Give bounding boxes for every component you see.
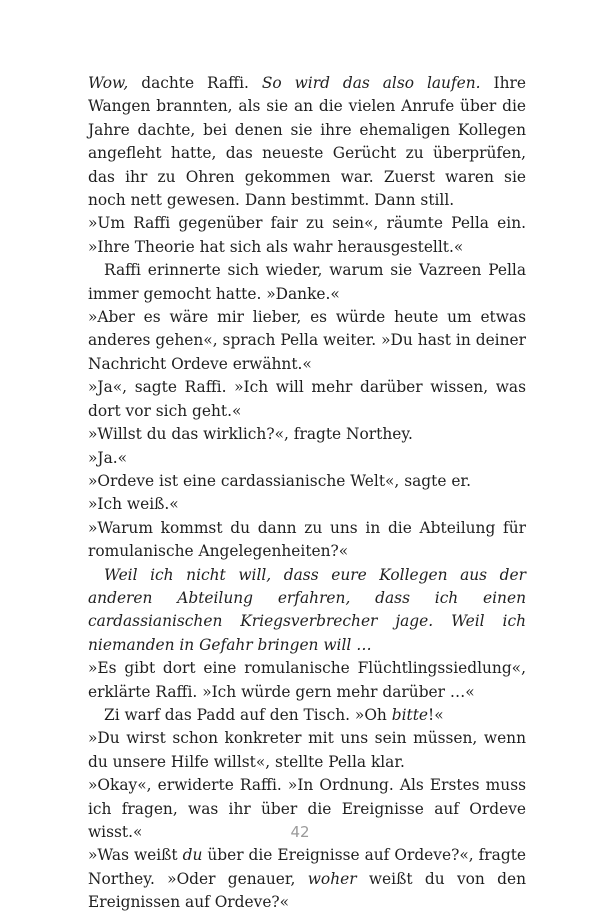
italic-text: bitte (391, 705, 429, 724)
paragraph (88, 493, 526, 516)
text-run: Zi warf das Padd auf den Tisch. »Oh (104, 705, 392, 724)
text-run: »Du wirst schon konkreter mit uns sein müssen, wenn du unsere Hilfe willst«, stellte Pella klar. (88, 729, 526, 771)
paragraph (88, 72, 526, 212)
page-number: 42 (290, 823, 310, 841)
paragraph (88, 727, 526, 774)
text-run: »Was weißt (88, 846, 183, 865)
text-run: dachte Raffi. (128, 74, 262, 92)
text-run: »Aber es wäre mir lieber, es würde heute um etwas anderes gehen«, sprach Pella weiter. »Du hast in deiner Nachricht Ordeve erwähnt.« (88, 308, 526, 373)
paragraph (88, 447, 526, 470)
paragraph (88, 657, 526, 704)
text-run: Ihre Wangen brannten, als sie an die vielen Anrufe über die Jahre dachte, bei denen sie ihre ehemaligen Kollegen angefleht hatte, das neueste Gerücht zu überprüfen, das ihr zu Ohren gekommen war. Zuerst waren sie noch nett gewesen. Dann bestimmt. Dann still. (88, 74, 526, 210)
paragraph (88, 564, 526, 658)
text-run: »Ja.« (88, 448, 128, 467)
paragraph (88, 704, 526, 727)
paragraph (88, 844, 526, 914)
text-run: über die Ereignisse auf Ordeve?«, fragte Northey. »Oder genauer, (88, 846, 526, 888)
text-run: »Es gibt dort eine romulanische Flüchtlingssiedlung«, erklärte Raffi. »Ich würde gern mehr darüber …« (88, 659, 526, 701)
italic-text: woher (307, 869, 357, 888)
text-run: »Okay«, erwiderte Raffi. »In Ordnung. Als Erstes muss ich fragen, was ihr über die Ereignisse auf Ordeve wisst.« (88, 776, 526, 841)
paragraph (88, 376, 526, 423)
paragraph (88, 259, 526, 306)
italic-text: Weil ich nicht will, dass eure Kollegen aus der anderen Abteilung erfahren, dass ich einen cardassianischen Kriegsverbrecher jage. Weil ich niemanden in Gefahr bringen will … (88, 565, 526, 654)
paragraph (88, 517, 526, 564)
text-run: »Warum kommst du dann zu uns in die Abteilung für romulanische Angelegenheiten?« (88, 518, 526, 561)
italic-text: So wird das also laufen. (261, 74, 481, 92)
text-run: Raffi erinnerte sich wieder, warum sie Vazreen Pella immer gemocht hatte. »Danke.« (88, 261, 526, 303)
text-run: »Um Raffi gegenüber fair zu sein«, räumte Pella ein. »Ihre Theorie hat sich als wahr herausgestellt.« (88, 214, 526, 256)
paragraph (88, 306, 526, 376)
text-run: »Ich weiß.« (88, 495, 179, 514)
text-run: »Ja«, sagte Raffi. »Ich will mehr darüber wissen, was dort vor sich geht.« (88, 378, 526, 420)
italic-text: Wow, (88, 74, 129, 92)
italic-text: du (182, 846, 203, 865)
paragraph (88, 423, 526, 446)
text-run: »Ordeve ist eine cardassianische Welt«, sagte er. (88, 471, 471, 490)
text-run: »Willst du das wirklich?«, fragte Northey. (88, 425, 413, 444)
book-page-body (88, 72, 526, 915)
paragraph (88, 212, 526, 259)
text-run: !« (428, 705, 444, 724)
paragraph (88, 470, 526, 493)
text-run: weißt du von den Ereignissen auf Ordeve?« (88, 869, 526, 912)
